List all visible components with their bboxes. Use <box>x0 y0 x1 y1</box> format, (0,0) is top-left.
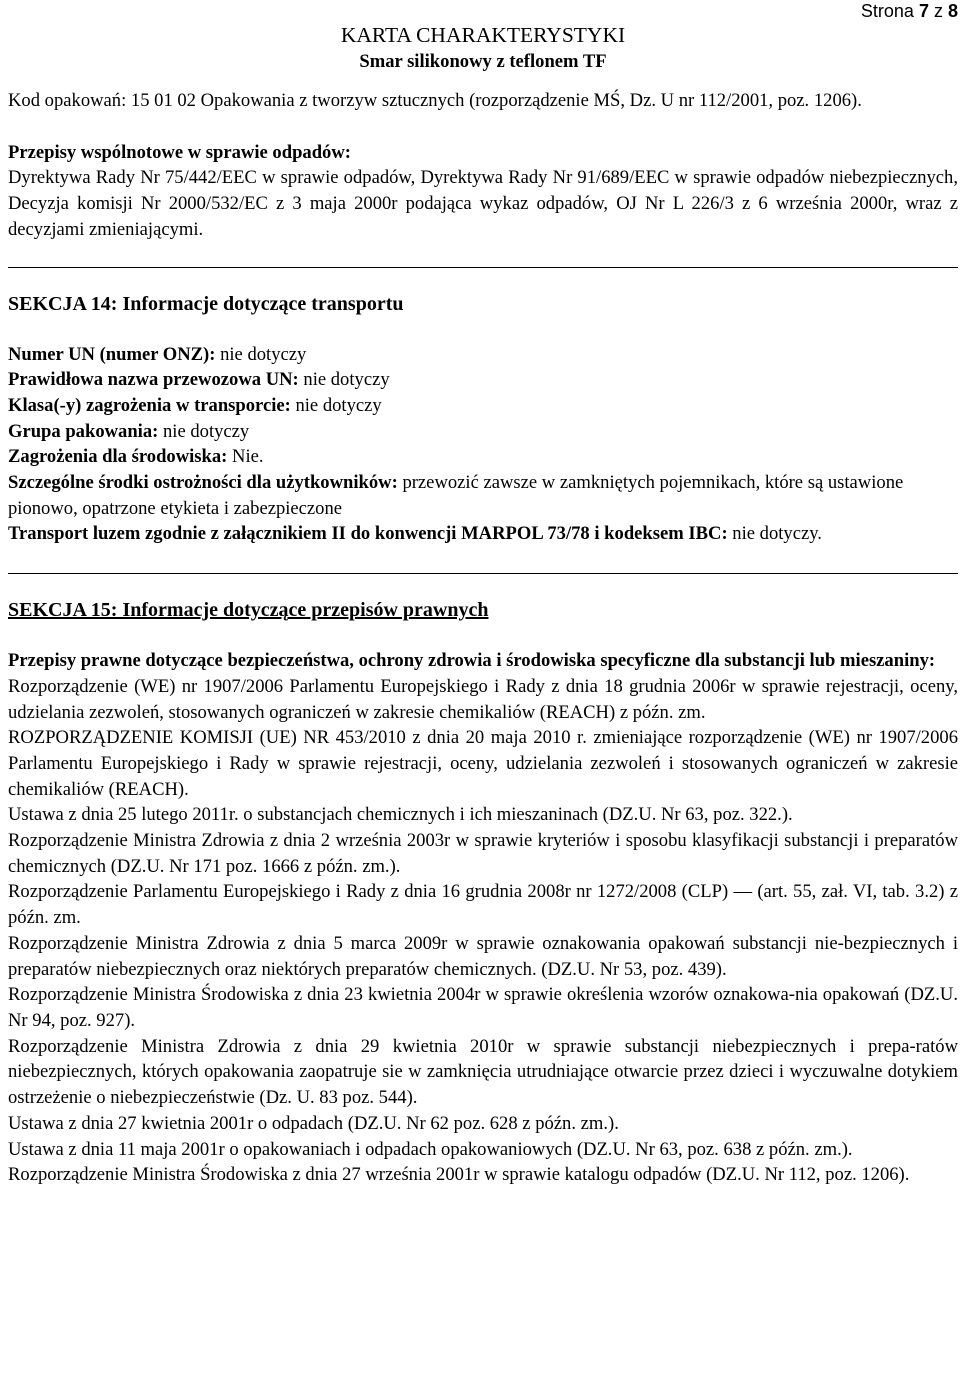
regulation-item: Ustawa z dnia 27 kwietnia 2001r o odpadach (DZ.U. Nr 62 poz. 628 z późn. zm.). <box>8 1112 619 1134</box>
regs-heading: Przepisy prawne dotyczące bezpieczeństwa, ochrony zdrowia i środowiska specyficzne dla substancji lub mieszaniny: <box>8 650 936 672</box>
regulation-item: Rozporządzenie Ministra Zdrowia z dnia 29 kwietnia 2010r w sprawie substancji niebezpiecznych i prepa-ratów niebezpiecznych, których opakowania zaopatruje sie w zamknięcia utrudniające otwarcie przez dzieci i wyczuwalne dotykiem ostrzeżenie o niebezpieczeństwie (Dz. U. 83 poz. 544). <box>8 1035 958 1109</box>
page-separator: z <box>933 1 943 21</box>
page-current: 7 <box>918 1 929 21</box>
regulation-item: Ustawa z dnia 25 lutego 2011r. o substancjach chemicznych i ich mieszaninach (DZ.U. Nr 63, poz. 322.). <box>8 804 793 826</box>
page-number <box>861 0 958 22</box>
packaging-code: Kod opakowań: 15 01 02 Opakowania z tworzyw sztucznych (rozporządzenie MŚ, Dz. U nr 112/2001, poz. 1206). <box>8 90 862 111</box>
regulation-item: Ustawa z dnia 11 maja 2001r o opakowaniach i odpadach opakowaniowych (DZ.U. Nr 63, poz. 638 z późn. zm.). <box>8 1138 853 1160</box>
regulation-item: Rozporządzenie Ministra Środowiska z dnia 27 września 2001r w sprawie katalogu odpadów (DZ.U. Nr 112, poz. 1206). <box>8 1164 910 1186</box>
regulation-item: Rozporządzenie Parlamentu Europejskiego i Rady z dnia 16 grudnia 2008r nr 1272/2008 (CLP) — (art. 55, zał. VI, tab. 3.2) z późn. zm. <box>8 881 958 929</box>
regulation-item: ROZPORZĄDZENIE KOMISJI (UE) NR 453/2010 z dnia 20 maja 2010 r. zmieniające rozporządzenie (WE) nr 1907/2006 Parlamentu Europejskiego i Rady w sprawie rejestracji, oceny, udzielania zezwoleń i stosowanych ograniczeń w zakresie chemikaliów (REACH). <box>8 727 958 800</box>
section-15-title: SEKCJA 15: Informacje dotyczące przepisów prawnych <box>8 599 489 622</box>
document-title: KARTA CHARAKTERYSTYKI <box>340 23 626 47</box>
regulation-item: Rozporządzenie Ministra Środowiska z dnia 23 kwietnia 2004r w sprawie określenia wzorów oznakowa-nia opakowań (DZ.U. Nr 94, poz. 927). <box>8 984 958 1031</box>
regulation-item: Rozporządzenie Ministra Zdrowia z dnia 2 września 2003r w sprawie kryteriów i sposobu klasyfikacji substancji i preparatów chemicznych (DZ.U. Nr 171 poz. 1666 z późn. zm.). <box>8 830 958 877</box>
page-label: Strona <box>860 1 914 21</box>
env-hazards: Zagrożenia dla środowiska: Nie. <box>8 446 264 468</box>
community-regs-text: Dyrektywa Rady Nr 75/442/EEC w sprawie odpadów, Dyrektywa Rady Nr 91/689/EEC w sprawie odpadów niebezpiecznych, Decyzja komisji Nr 2000/532/EC z 3 maja 2000r podająca wykaz odpadów, OJ Nr L 226/3 z 6 września 2000r, wraz z decyzjami zmieniającymi. <box>8 167 958 240</box>
document-page <box>8 0 958 1188</box>
regulation-item: Rozporządzenie (WE) nr 1907/2006 Parlamentu Europejskiego i Rady z dnia 18 grudnia 2006r w sprawie rejestracji, oceny, udzielania zezwoleń, stosowanych ograniczeń w zakresie chemikaliów (REACH) z późn. zm. <box>8 675 958 723</box>
shipping-name: Prawidłowa nazwa przewozowa UN: nie dotyczy <box>8 369 390 391</box>
packing-group: Grupa pakowania: nie dotyczy <box>8 420 250 442</box>
community-regs-heading: Przepisy wspólnotowe w sprawie odpadów: <box>8 141 351 163</box>
section-14-title: SEKCJA 14: Informacje dotyczące transportu <box>8 292 404 315</box>
regulation-item: Rozporządzenie Ministra Zdrowia z dnia 5 marca 2009r w sprawie oznakowania opakowań substancji nie-bezpiecznych i preparatów niebezpiecznych oraz niektórych preparatów chemicznych. (DZ.U. Nr 53, poz. 439). <box>8 932 958 980</box>
bulk-transport: Transport luzem zgodnie z załącznikiem II do konwencji MARPOL 73/78 i kodeksem IBC: nie dotyczy. <box>8 523 822 545</box>
hazard-class: Klasa(-y) zagrożenia w transporcie: nie dotyczy <box>8 394 382 416</box>
page-header <box>8 0 958 88</box>
page-total: 8 <box>947 1 958 21</box>
special-precautions: Szczególne środki ostrożności dla użytkowników: przewozić zawsze w zamkniętych pojemnikach, które są ustawione pionowo, opatrzone etykieta i zabezpieczone <box>8 472 904 519</box>
product-name: Smar silikonowy z teflonem TF <box>359 51 607 72</box>
un-number: Numer UN (numer ONZ): nie dotyczy <box>8 343 307 365</box>
